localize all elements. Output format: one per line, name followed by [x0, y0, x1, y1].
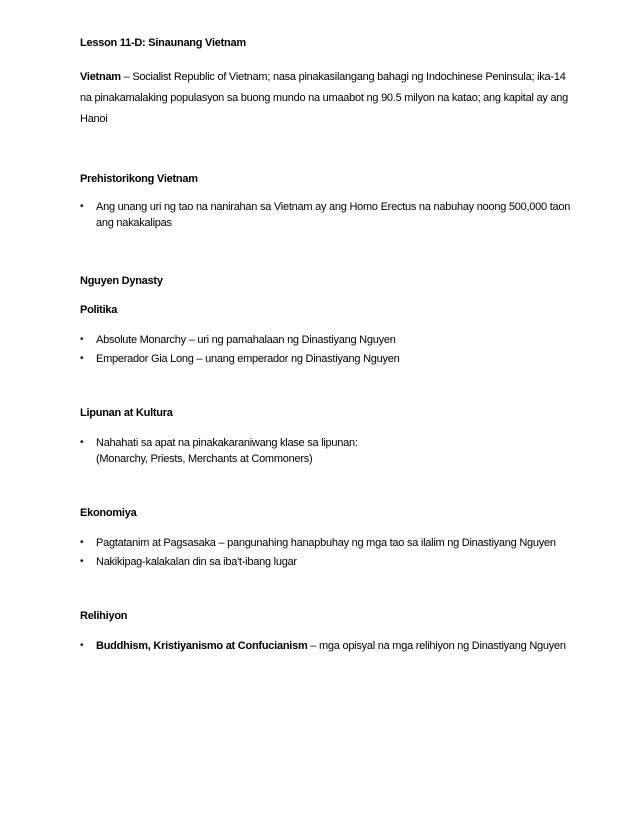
list-item: • Pagtatanim at Pagsasaka – pangunahing hanapbuhay ng mga tao sa ilalim ng Dinastiyang Nguyen: [80, 537, 556, 549]
subheading-politics: Politika: [80, 304, 118, 316]
list-item: • Emperador Gia Long – unang emperador ng Dinastiyang Nguyen: [80, 353, 400, 365]
prehistory-list: [80, 199, 580, 231]
section-heading-society: Lipunan at Kultura: [80, 407, 173, 419]
bullet-icon: •: [80, 537, 84, 548]
politics-list: [80, 332, 580, 367]
intro-term: Vietnam: [80, 71, 121, 83]
section-heading-economy: Ekonomiya: [80, 507, 137, 519]
section-heading-religion: Relihiyon: [80, 610, 128, 622]
bullet-icon: •: [80, 334, 84, 345]
list-item: • Nakikipag-kalakalan din sa iba't-ibang lugar: [80, 556, 297, 568]
list-item: • Ang unang uri ng tao na nanirahan sa Vietnam ay ang Homo Erectus na nabuhay noong 500,000 taon ang nakakalipas: [80, 201, 571, 229]
document-page: [80, 36, 580, 657]
intro-paragraph: [80, 67, 580, 130]
section-heading-dynasty: Nguyen Dynasty: [80, 275, 163, 287]
list-item: • Absolute Monarchy – uri ng pamahalaan ng Dinastiyang Nguyen: [80, 334, 396, 346]
intro-text: – Socialist Republic of Vietnam; nasa pinakasilangang bahagi ng Indochinese Peninsula; ika-14 na pinakamalaking populasyon sa buong mundo na umaabot ng 90.5 milyon na katao; ang kapital ay ang Hanoi: [80, 71, 568, 125]
bullet-icon: •: [80, 437, 84, 448]
lesson-title: Lesson 11-D: Sinaunang Vietnam: [80, 37, 246, 49]
bullet-icon: •: [80, 201, 84, 212]
bullet-icon: •: [80, 353, 84, 364]
bullet-icon: •: [80, 640, 84, 651]
section-heading-prehistory: Prehistorikong Vietnam: [80, 173, 198, 185]
bullet-icon: •: [80, 556, 84, 567]
list-item: • Buddhism, Kristiyanismo at Confucianism – mga opisyal na mga relihiyon ng Dinastiyang Nguyen: [80, 640, 566, 652]
society-list: [80, 435, 580, 467]
religion-list: [80, 638, 580, 654]
economy-list: [80, 535, 580, 570]
list-item: • Nahahati sa apat na pinakakaraniwang klase sa lipunan: (Monarchy, Priests, Merchants at Commoners): [80, 437, 358, 465]
